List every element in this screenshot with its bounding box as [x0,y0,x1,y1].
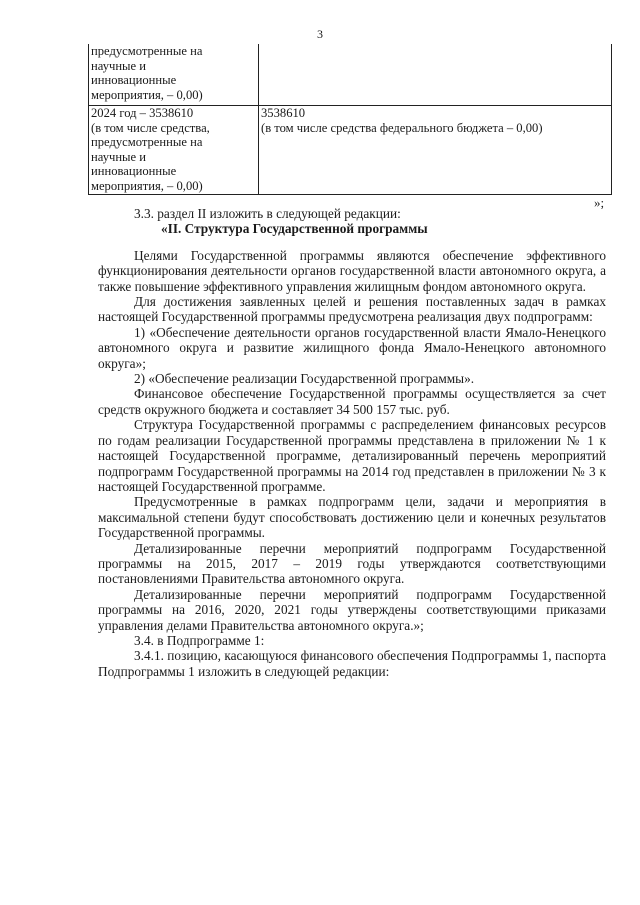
table-cell-amount [259,106,612,195]
amendment-intro: 3.3. раздел II изложить в следующей редакции: [134,206,401,221]
table-row [89,106,612,195]
table-cell-amount [259,44,612,106]
table-cell-period [89,44,259,106]
cell-line: инновационные [91,73,177,88]
section-title: «II. Структура Государственной программы [161,221,428,237]
cell-line: научные и [91,149,146,164]
table-row [89,44,612,106]
paragraph-goals: Целями Государственной программы являются обеспечение эффективного функционирования деятельности органов государственной власти автономного округа, а также повышение эффективного управления жилищным фондом автономного округа. [98,247,606,294]
paragraph-subprograms: Для достижения заявленных целей и решения поставленных задач в рамках настоящей Государственной программы предусмотрена реализация двух подпрограмм: [98,294,606,325]
cell-line: 2024 год – 3538610 [91,106,194,120]
cell-line: мероприятия, – 0,00) [91,178,203,193]
cell-line: мероприятия, – 0,00) [91,87,203,102]
cell-line: 3538610 [261,106,306,120]
cell-line: предусмотренные на [91,44,203,58]
table-cell-period [89,106,259,195]
page-number: 3 [317,27,323,41]
cell-line: научные и [91,58,146,73]
financing-table [88,44,612,195]
paragraph-item-3-4-1: 3.4.1. позицию, касающуюся финансового обеспечения Подпрограммы 1, паспорта Подпрограммы 1 изложить в следующей редакции: [98,648,606,679]
paragraph-structure: Структура Государственной программы с распределением финансовых ресурсов по годам реализации Государственной программы представлена в приложении № 1 к настоящей Государственной программе, детализированный перечень мероприятий подпрограмм Государственной программы на 2014 год представлен в приложении № 3 к настоящей Государственной программе. [98,417,606,494]
paragraph-detailed-lists-2015: Детализированные перечни мероприятий подпрограмм Государственной программы на 2015, 2017 – 2019 годы утверждаются соответствующими постановлениями Правительства автономного округа. [98,540,606,587]
paragraph-detailed-lists-2016: Детализированные перечни мероприятий подпрограмм Государственной программы на 2016, 2020, 2021 годы утверждены соответствующими приказами управления делами Правительства автономного округа.»; [98,586,606,633]
table-closing-quote: »; [594,195,605,210]
paragraph-item-3-4: 3.4. в Подпрограмме 1: [134,632,265,648]
cell-line: (в том числе средства федерального бюджета – 0,00) [261,120,543,135]
paragraph-goals-results: Предусмотренные в рамках подпрограмм цели, задачи и мероприятия в максимальной степени будут способствовать достижению цели и конечных результатов Государственной программы. [98,494,606,541]
cell-line: (в том числе средства, [91,120,210,135]
paragraph-financing: Финансовое обеспечение Государственной программы осуществляется за счет средств окружного бюджета и составляет 34 500 157 тыс. руб. [98,386,606,417]
document-body [98,206,606,679]
list-item-subprogram-2: 2) «Обеспечение реализации Государственной программы». [134,371,475,387]
cell-line: предусмотренные на [91,135,203,150]
cell-line: инновационные [91,164,177,179]
list-item-subprogram-1: 1) «Обеспечение деятельности органов государственной власти Ямало-Ненецкого автономного округа и развитие жилищного фонда Ямало-Ненецкого автономного округа»; [98,324,606,371]
